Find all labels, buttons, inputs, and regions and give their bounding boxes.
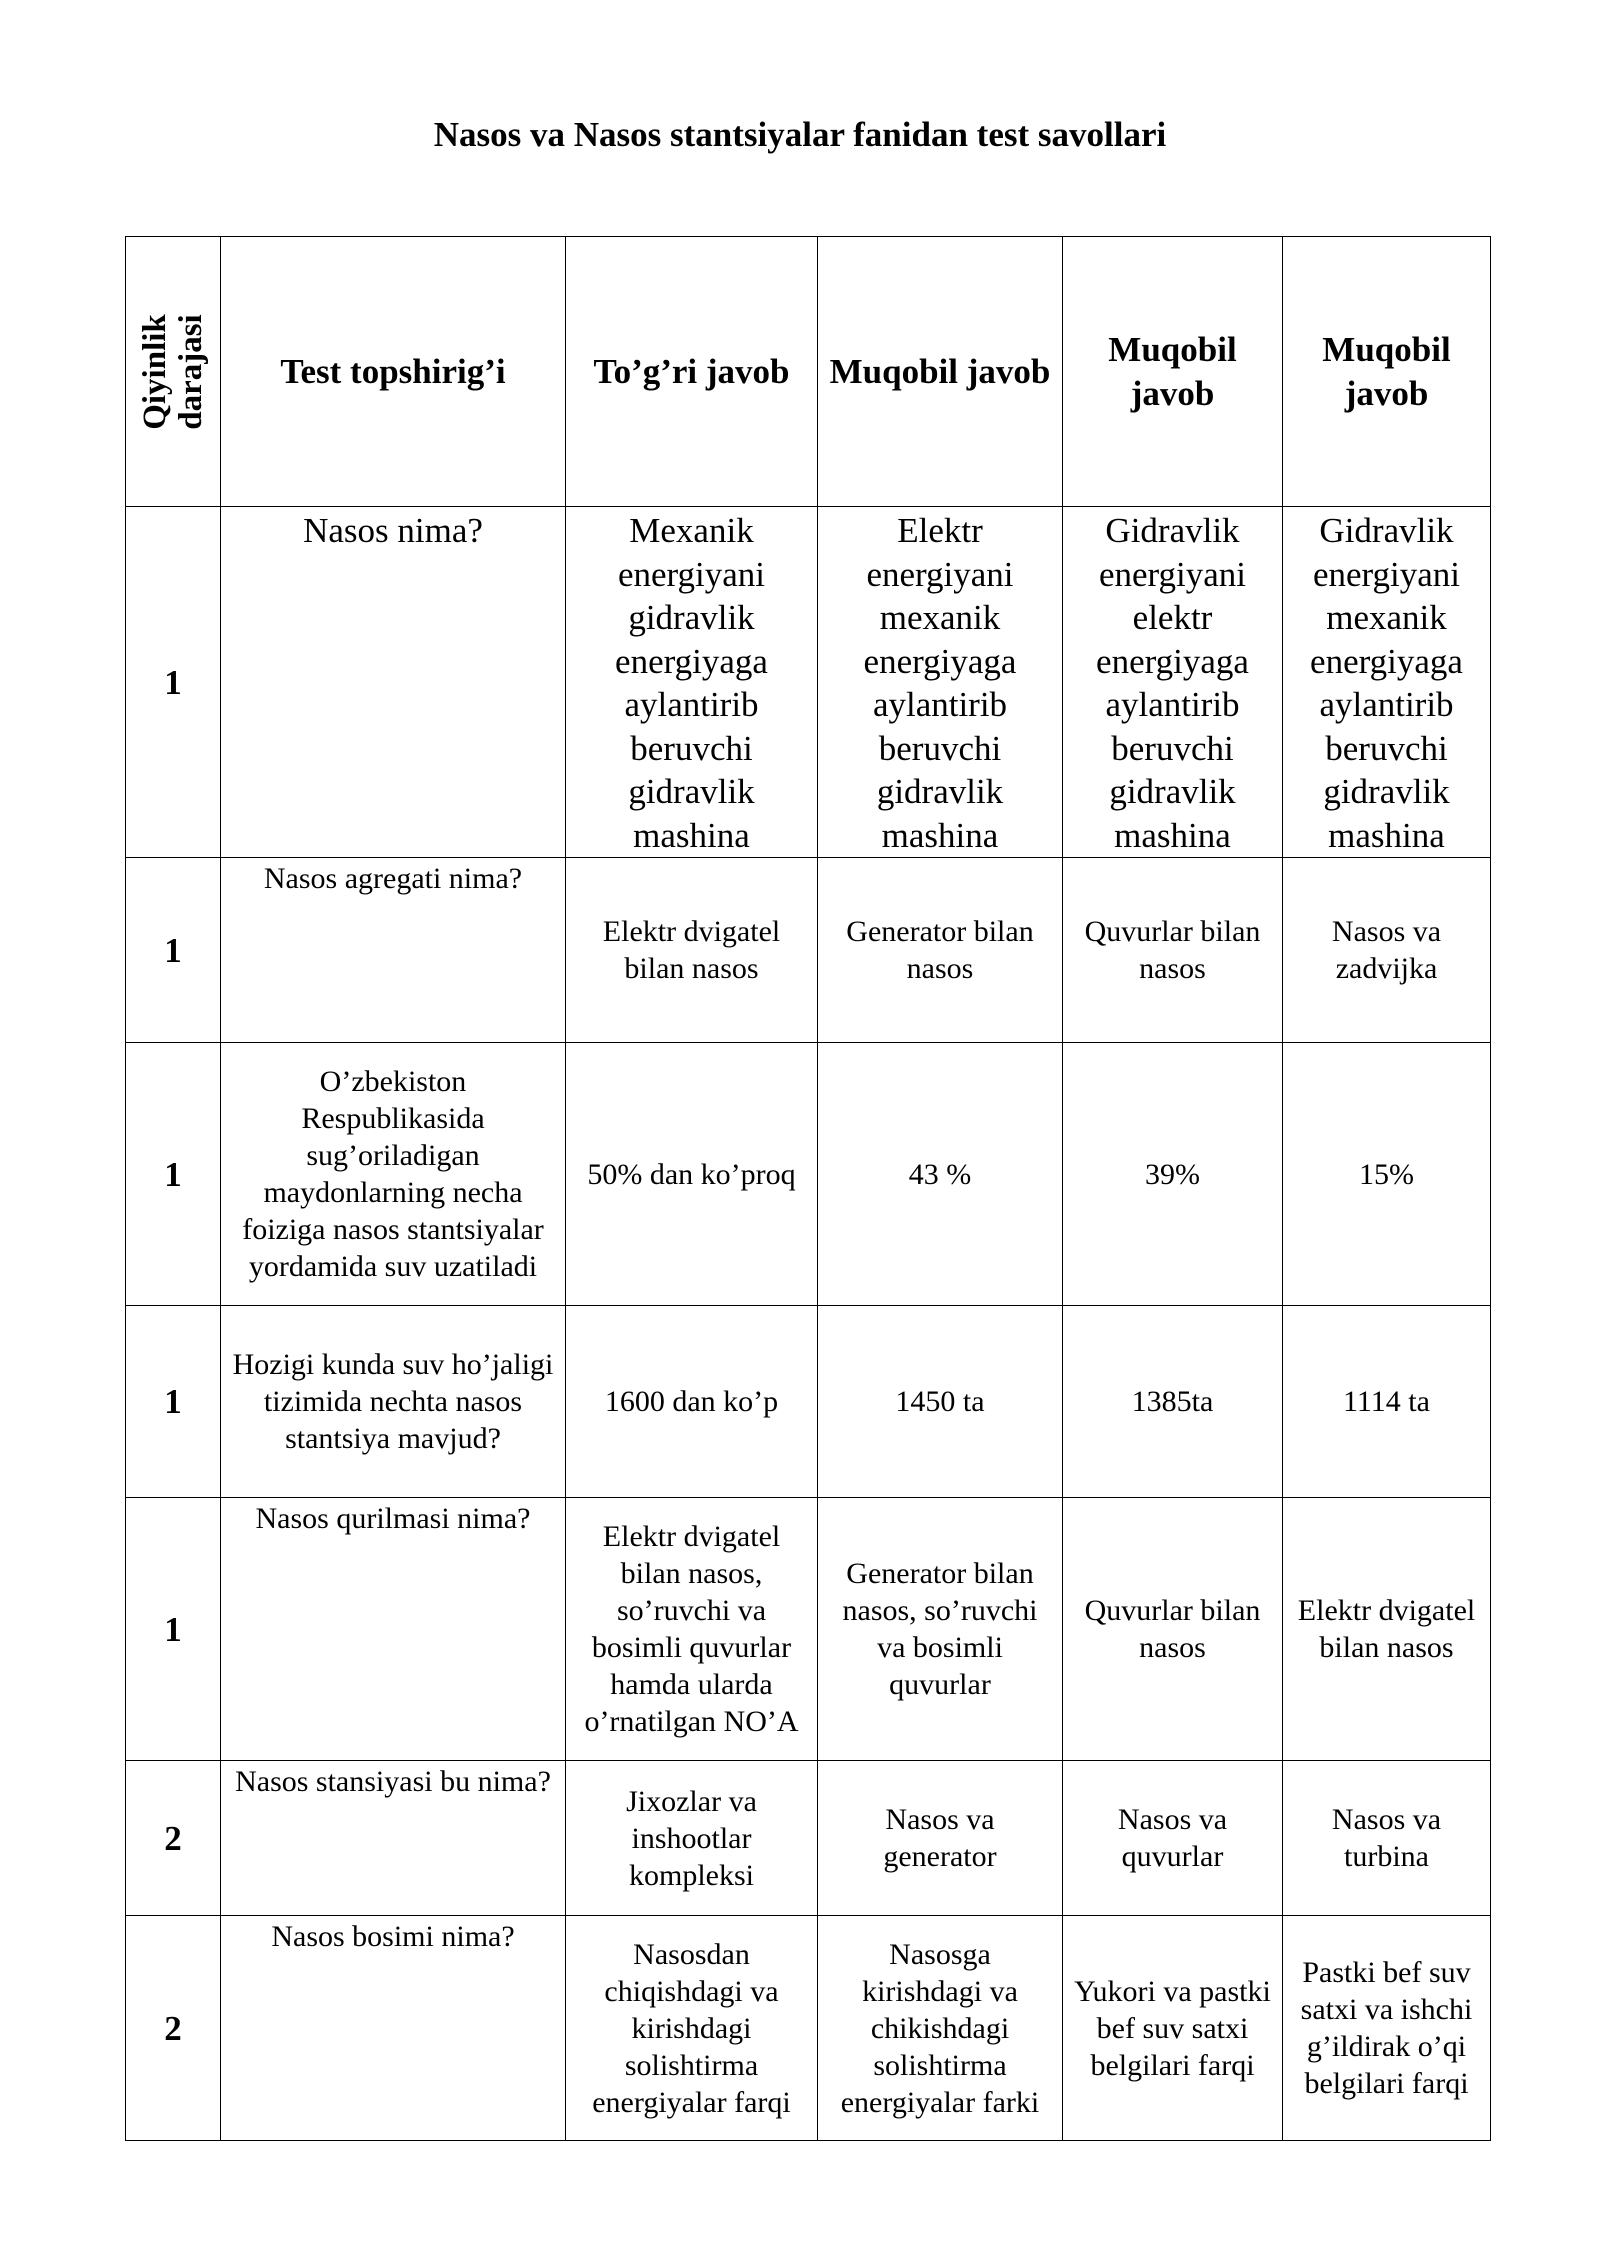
header-alternative-answer-3: Muqobil javob xyxy=(1283,237,1491,507)
header-difficulty xyxy=(126,237,221,507)
header-row xyxy=(126,237,1491,507)
correct-answer: 50% dan ko’proq xyxy=(566,1043,818,1306)
difficulty-level: 1 xyxy=(126,858,221,1043)
alternative-answer: Nasos va zadvijka xyxy=(1283,858,1491,1043)
alternative-answer: 1114 ta xyxy=(1283,1306,1491,1498)
header-correct-answer: To’g’ri javob xyxy=(566,237,818,507)
question-text: Hozigi kunda suv ho’jaligi tizimida nechta nasos stantsiya mavjud? xyxy=(221,1306,566,1498)
alternative-answer: Generator bilan nasos xyxy=(818,858,1063,1043)
difficulty-level: 1 xyxy=(126,507,221,858)
alternative-answer: Gidravlik energiyani elektr energiyaga aylantirib beruvchi gidravlik mashina xyxy=(1063,507,1283,858)
table-row xyxy=(126,1916,1491,2141)
alternative-answer: 15% xyxy=(1283,1043,1491,1306)
correct-answer: Elektr dvigatel bilan nasos, so’ruvchi va bosimli quvurlar hamda ularda o’rnatilgan NO’A xyxy=(566,1498,818,1761)
alternative-answer: Quvurlar bilan nasos xyxy=(1063,858,1283,1043)
question-text: Nasos qurilmasi nima? xyxy=(221,1498,566,1761)
difficulty-level: 1 xyxy=(126,1498,221,1761)
alternative-answer: Elektr dvigatel bilan nasos xyxy=(1283,1498,1491,1761)
correct-answer: Elektr dvigatel bilan nasos xyxy=(566,858,818,1043)
table-row xyxy=(126,507,1491,858)
correct-answer: 1600 dan ko’p xyxy=(566,1306,818,1498)
alternative-answer: Nasos va quvurlar xyxy=(1063,1761,1283,1916)
header-task: Test topshirig’i xyxy=(221,237,566,507)
table-row xyxy=(126,1498,1491,1761)
page-title: Nasos va Nasos stantsiyalar fanidan test savollari xyxy=(433,115,1167,154)
alternative-answer: Generator bilan nasos, so’ruvchi va bosimli quvurlar xyxy=(818,1498,1063,1761)
header-difficulty-label: Qiyinlik darajasi xyxy=(137,313,209,430)
correct-answer: Jixozlar va inshootlar kompleksi xyxy=(566,1761,818,1916)
alternative-answer: Nasosga kirishdagi va chikishdagi solishtirma energiyalar farki xyxy=(818,1916,1063,2141)
table-row xyxy=(126,858,1491,1043)
header-alternative-answer-1: Muqobil javob xyxy=(818,237,1063,507)
alternative-answer: 43 % xyxy=(818,1043,1063,1306)
question-text: Nasos nima? xyxy=(221,507,566,858)
alternative-answer: 39% xyxy=(1063,1043,1283,1306)
question-text: O’zbekiston Respublikasida sug’oriladigan maydonlarning necha foiziga nasos stantsiyalar yordamida suv uzatiladi xyxy=(221,1043,566,1306)
table-row xyxy=(126,1306,1491,1498)
question-text: Nasos agregati nima? xyxy=(221,858,566,1043)
alternative-answer: Quvurlar bilan nasos xyxy=(1063,1498,1283,1761)
alternative-answer: Nasos va turbina xyxy=(1283,1761,1491,1916)
question-text: Nasos stansiyasi bu nima? xyxy=(221,1761,566,1916)
alternative-answer: 1450 ta xyxy=(818,1306,1063,1498)
test-table xyxy=(125,236,1491,2141)
header-alternative-answer-2: Muqobil javob xyxy=(1063,237,1283,507)
alternative-answer: Yukori va pastki bef suv satxi belgilari farqi xyxy=(1063,1916,1283,2141)
table-row xyxy=(126,1761,1491,1916)
correct-answer: Nasosdan chiqishdagi va kirishdagi solishtirma energiyalar farqi xyxy=(566,1916,818,2141)
table-row xyxy=(126,1043,1491,1306)
question-text: Nasos bosimi nima? xyxy=(221,1916,566,2141)
difficulty-level: 2 xyxy=(126,1761,221,1916)
correct-answer: Mexanik energiyani gidravlik energiyaga aylantirib beruvchi gidravlik mashina xyxy=(566,507,818,858)
difficulty-level: 1 xyxy=(126,1306,221,1498)
alternative-answer: Pastki bef suv satxi va ishchi g’ildirak o’qi belgilari farqi xyxy=(1283,1916,1491,2141)
alternative-answer: Nasos va generator xyxy=(818,1761,1063,1916)
alternative-answer: Gidravlik energiyani mexanik energiyaga aylantirib beruvchi gidravlik mashina xyxy=(1283,507,1491,858)
difficulty-level: 1 xyxy=(126,1043,221,1306)
alternative-answer: 1385ta xyxy=(1063,1306,1283,1498)
alternative-answer: Elektr energiyani mexanik energiyaga aylantirib beruvchi gidravlik mashina xyxy=(818,507,1063,858)
difficulty-level: 2 xyxy=(126,1916,221,2141)
